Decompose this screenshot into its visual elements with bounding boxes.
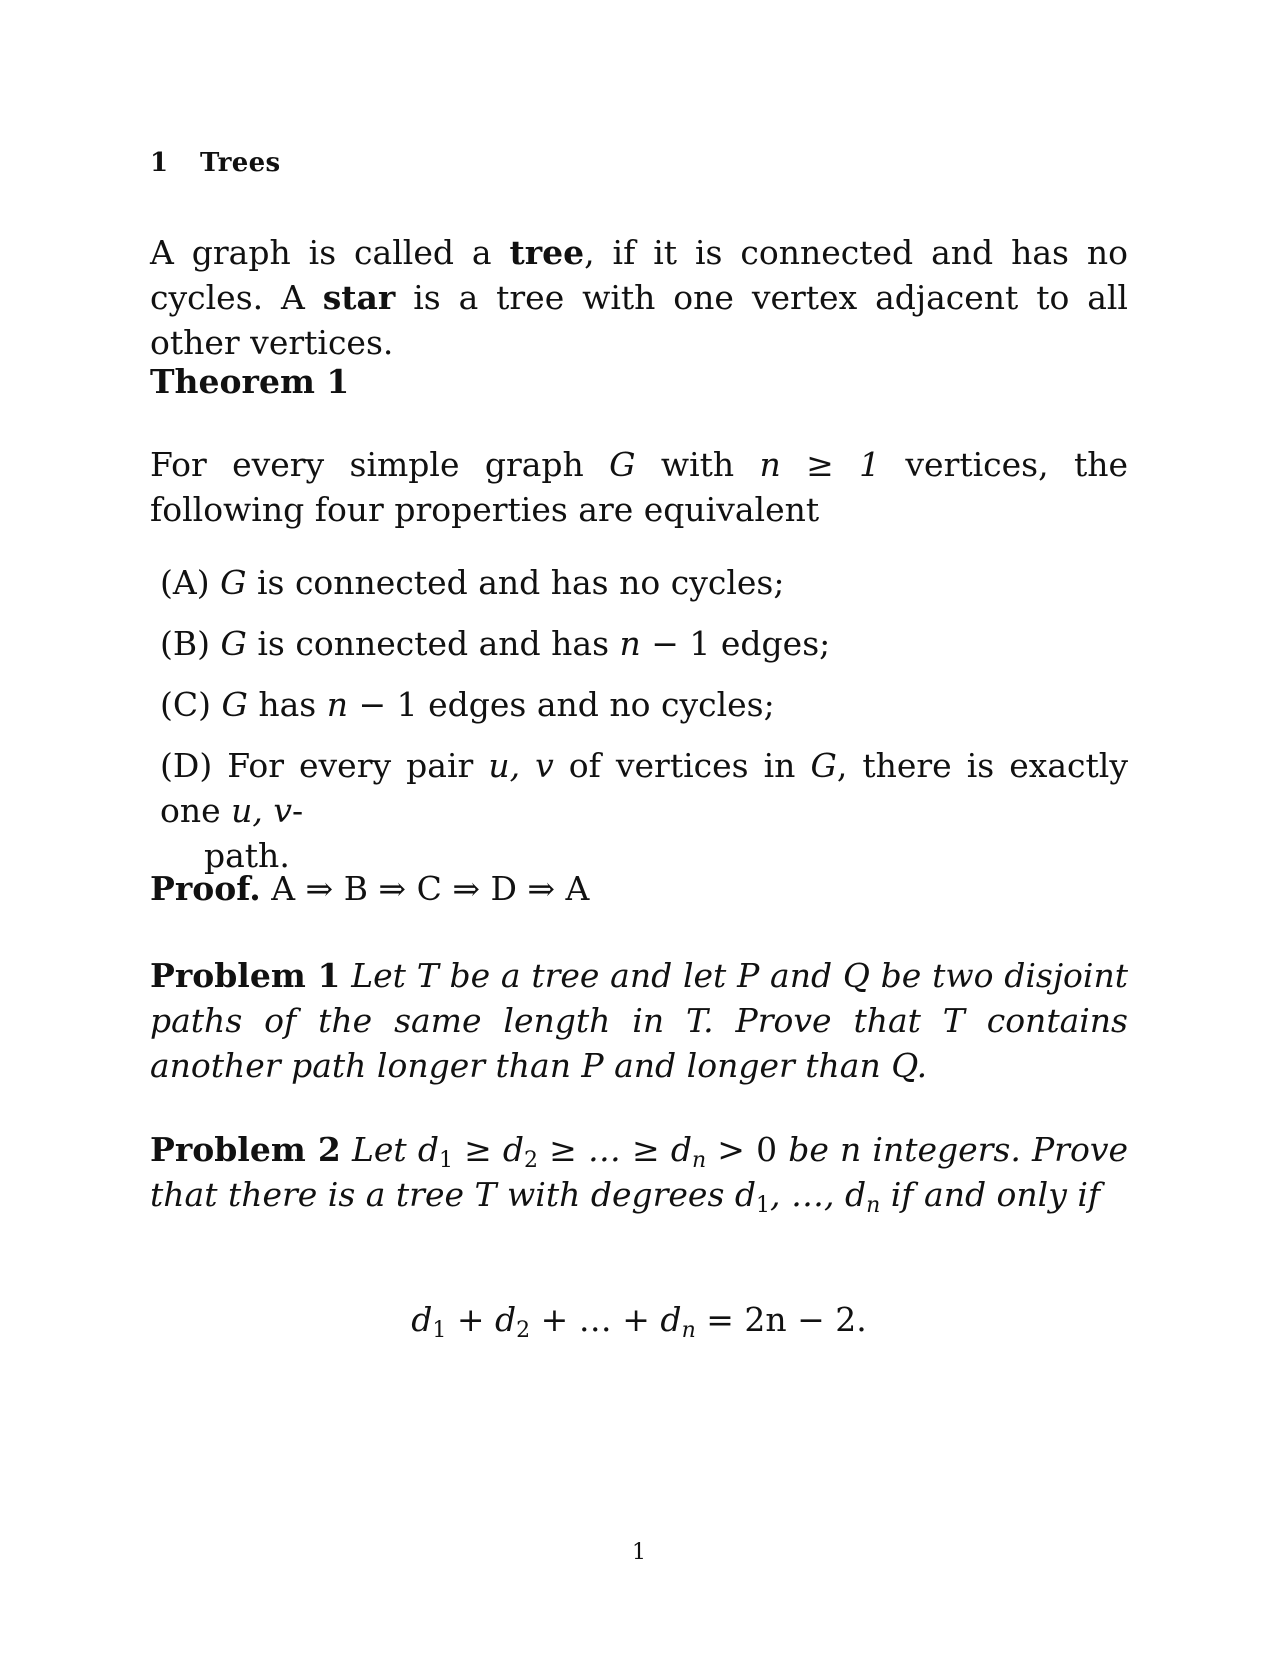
section-heading <box>150 148 280 178</box>
theorem-statement <box>150 442 1128 532</box>
problem-2-label: Problem 2 <box>150 1130 341 1169</box>
term-tree: tree <box>509 233 585 272</box>
problem-1-text: Let T be a tree and let P and Q be two disjoint paths of the same length in T. Prove that T contains another path longer than P and longer than Q. <box>150 956 1128 1085</box>
list-item-a <box>160 560 1128 605</box>
list-item-d <box>160 743 1128 878</box>
math-degree-inequality: $d_1 \ge d_2$ ≥ … ≥ $d_n > 0$ <box>417 1130 778 1173</box>
item-text-2: − 1 edges and no cycles; <box>347 685 775 724</box>
math-uv: u, v <box>488 746 554 785</box>
math-n: n <box>619 624 641 663</box>
page-number: 1 <box>632 1540 646 1565</box>
item-text-1: is connected and has <box>246 624 620 663</box>
problem-2-text-4: with degrees <box>496 1175 735 1214</box>
item-text-4: - <box>292 791 304 830</box>
item-text-continuation: path. <box>204 836 290 875</box>
math-G: G <box>220 624 247 663</box>
math-G: G <box>221 685 248 724</box>
document-page <box>150 0 1128 1656</box>
section-title: Trees <box>200 148 281 178</box>
math-n-condition: n ≥ 1 <box>759 445 881 484</box>
item-label: (B) <box>160 624 210 663</box>
proof-chain: A ⇒ B ⇒ C ⇒ D ⇒ A <box>271 869 590 908</box>
section-number: 1 <box>150 148 169 178</box>
math-n: n <box>326 685 348 724</box>
list-item-b <box>160 621 1128 666</box>
item-label: (A) <box>160 563 210 602</box>
equation-right: = 2n − 2. <box>695 1300 867 1339</box>
math-degree-list: $d_1$, …, $d_n$ <box>734 1175 881 1218</box>
math-G: G <box>220 563 247 602</box>
problem-2 <box>150 1127 1128 1217</box>
definition-text-1: A graph is called a <box>150 233 510 272</box>
display-equation <box>150 1300 1128 1343</box>
proof-line <box>150 866 1128 911</box>
item-text-1: For every pair <box>227 746 489 785</box>
term-star: star <box>322 278 396 317</box>
list-item-c <box>160 682 1128 727</box>
problem-2-text-3: integers. Prove that there is a tree <box>150 1130 1128 1214</box>
problem-2-text-5: if and only if <box>880 1175 1101 1214</box>
math-G: G <box>810 746 837 785</box>
problem-1 <box>150 953 1128 1088</box>
math-T: T <box>474 1175 497 1214</box>
proof-label: Proof. <box>150 869 261 908</box>
theorem-text-1: For every simple graph <box>150 445 610 484</box>
problem-2-text-1: Let <box>351 1130 418 1169</box>
theorem-text-3: vertices, the following four properties are equivalent <box>150 445 1128 529</box>
math-uv: u, v <box>231 791 293 830</box>
definition-text-2: , if it is connected and has no cycles. A <box>150 233 1128 317</box>
item-text-3: , there is exactly one <box>160 746 1128 830</box>
item-text-2: of vertices in <box>553 746 811 785</box>
item-text-2: − 1 edges; <box>640 624 831 663</box>
item-label: (D) <box>160 746 213 785</box>
math-n: n <box>839 1130 862 1169</box>
math-G: G <box>609 445 636 484</box>
definition-text-3: is a tree with one vertex adjacent to all other vertices. <box>150 278 1128 362</box>
item-label: (C) <box>160 685 211 724</box>
item-text-1: has <box>247 685 327 724</box>
problem-1-label: Problem 1 <box>150 956 341 995</box>
equation-left: $d_1 + d_2$ + … + $d_n$ <box>411 1300 696 1343</box>
theorem-text-2: with <box>635 445 760 484</box>
problem-2-text-2: be <box>777 1130 840 1169</box>
item-text: is connected and has no cycles; <box>246 563 785 602</box>
theorem-title: Theorem 1 <box>150 362 350 401</box>
definition-paragraph <box>150 230 1128 365</box>
